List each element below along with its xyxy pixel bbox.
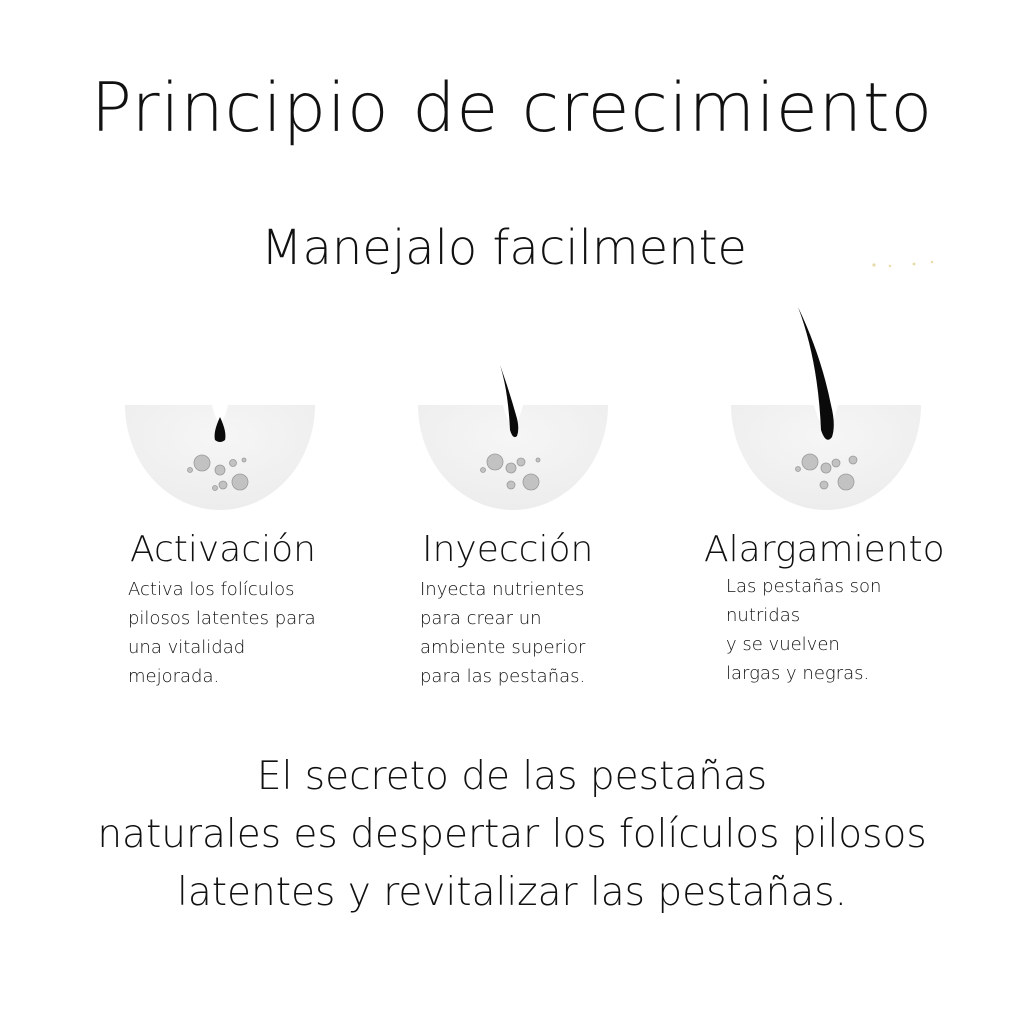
- footer-line-1: El secreto de las pestañas: [256, 754, 768, 799]
- sparkle-decoration: [868, 258, 938, 270]
- footer-statement: [0, 748, 1024, 922]
- stage-activation-title: Activación: [130, 529, 316, 570]
- stage-injection-title: Inyección: [422, 529, 594, 570]
- page-title: Principio de crecimiento: [90, 69, 934, 148]
- stage-injection-illustration: [413, 360, 613, 515]
- stage-lengthening-illustration: [726, 305, 926, 515]
- stage-lengthening-description: Las pestañas son nutridas y se vuelven largas y negras.: [726, 576, 882, 684]
- stage-lengthening-title: Alargamiento: [704, 529, 945, 570]
- page-subtitle: Manejalo facilmente: [261, 220, 747, 276]
- stage-injection-description: Inyecta nutrientes para crear un ambiente superior para las pestañas.: [420, 579, 586, 687]
- footer-line-3: latentes y revitalizar las pestañas.: [176, 870, 847, 915]
- stage-activation-illustration: [120, 400, 320, 515]
- stage-activation-description: Activa los folículos pilosos latentes para una vitalidad mejorada.: [128, 579, 316, 687]
- footer-line-2: naturales es despertar los folículos pilosos: [97, 812, 927, 857]
